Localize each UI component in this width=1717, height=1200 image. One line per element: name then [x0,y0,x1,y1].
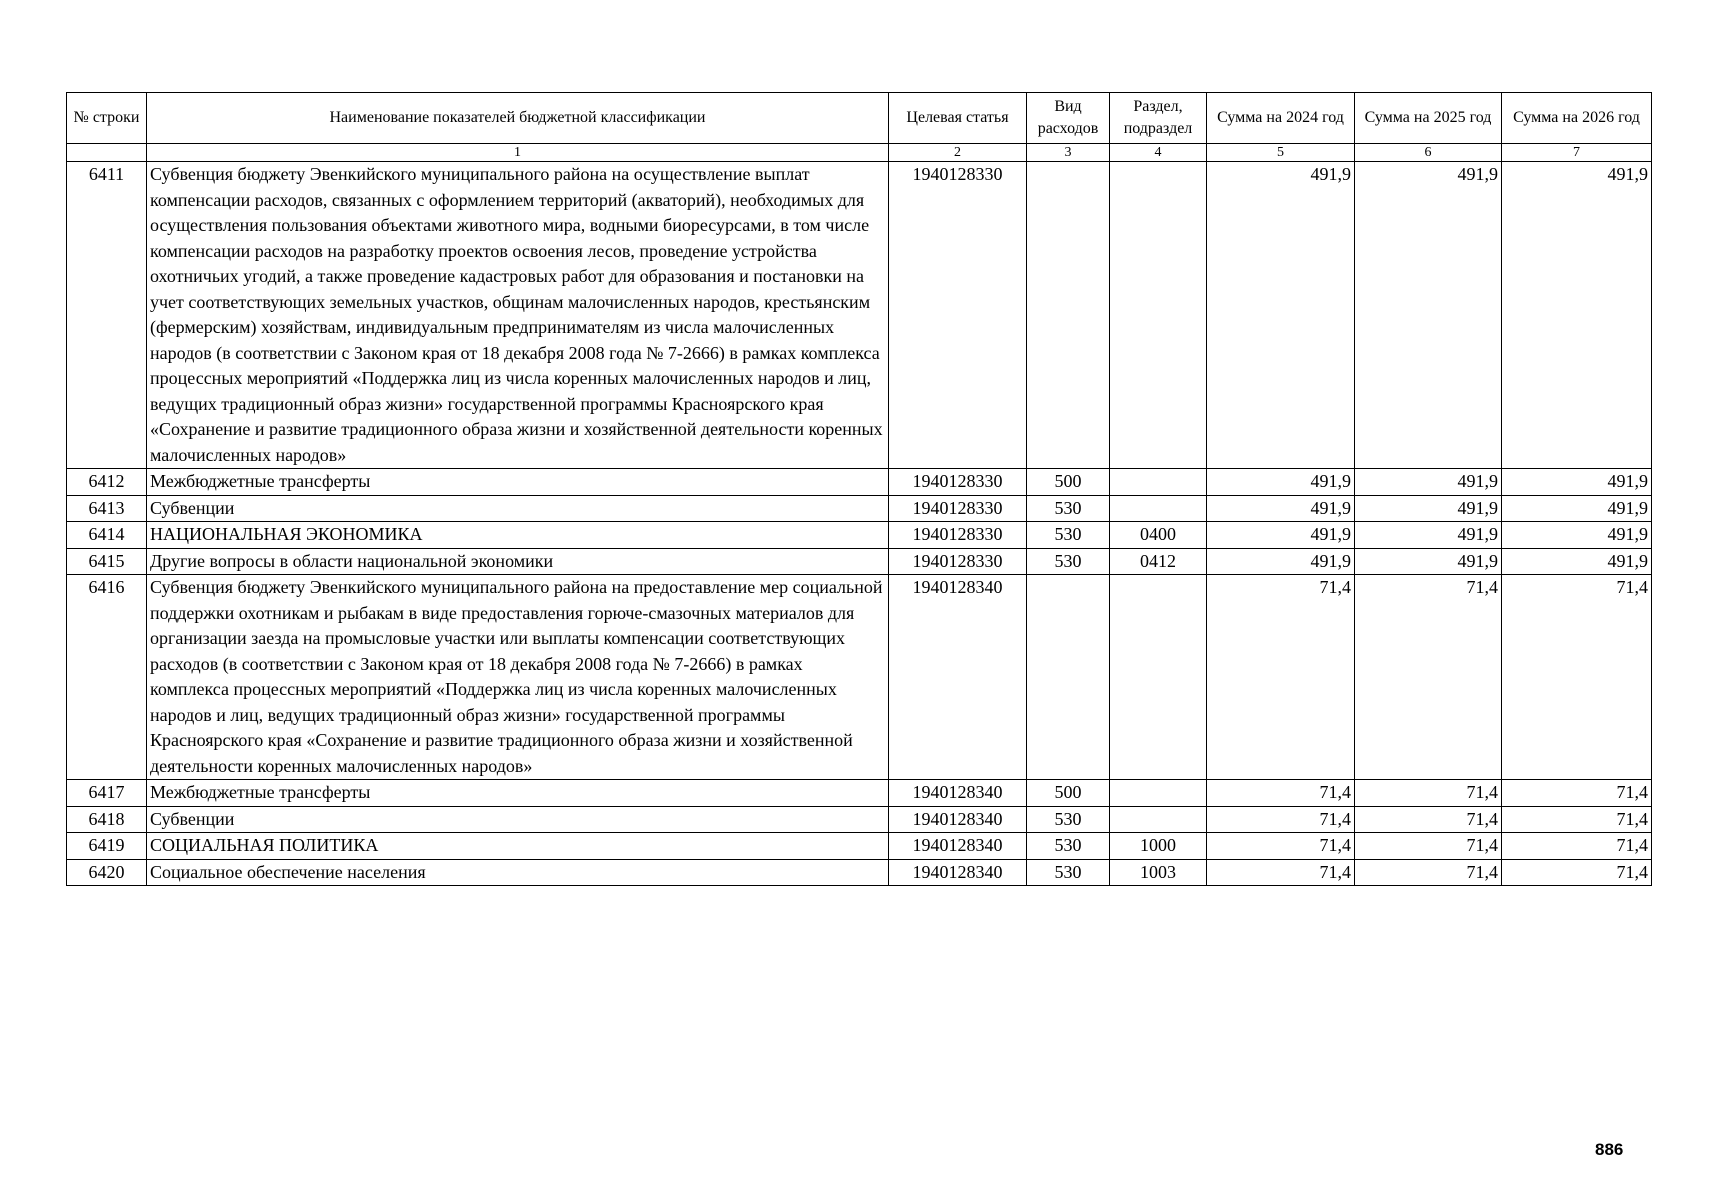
table-row [67,575,1652,780]
row-section [1110,495,1207,522]
row-name: Межбюджетные трансферты [147,780,889,807]
row-sum-2025: 491,9 [1355,548,1502,575]
row-name: Межбюджетные трансферты [147,469,889,496]
row-sum-2025: 71,4 [1355,575,1502,780]
row-name: Социальное обеспечение населения [147,859,889,886]
row-expense-type: 500 [1027,469,1110,496]
row-number: 6412 [67,469,147,496]
row-sum-2024: 491,9 [1207,162,1355,469]
header-row-no: № строки [67,93,147,144]
row-target-item: 1940128340 [889,575,1027,780]
row-number: 6420 [67,859,147,886]
row-section [1110,806,1207,833]
table-row [67,469,1652,496]
budget-table [66,92,1652,886]
row-section: 1003 [1110,859,1207,886]
row-number: 6414 [67,522,147,549]
row-expense-type: 530 [1027,495,1110,522]
row-sum-2026: 491,9 [1502,495,1652,522]
row-sum-2025: 491,9 [1355,469,1502,496]
row-number: 6417 [67,780,147,807]
row-number: 6418 [67,806,147,833]
row-expense-type: 530 [1027,833,1110,860]
row-sum-2026: 491,9 [1502,522,1652,549]
row-sum-2026: 71,4 [1502,859,1652,886]
column-number [67,144,147,162]
row-number: 6411 [67,162,147,469]
row-name: Другие вопросы в области национальной экономики [147,548,889,575]
row-section [1110,162,1207,469]
row-sum-2024: 491,9 [1207,522,1355,549]
row-sum-2025: 71,4 [1355,833,1502,860]
row-number: 6419 [67,833,147,860]
row-section: 0400 [1110,522,1207,549]
row-target-item: 1940128340 [889,806,1027,833]
row-name: Субвенция бюджету Эвенкийского муниципального района на осуществление выплат компенсации расходов, связанных с оформлением территорий (акваторий), необходимых для осуществления пользования объектами животного мира, водными биоресурсами, в том числе компенсации расходов на разработку проектов освоения лесов, проведение устройства охотничьих угодий, а также проведение кадастровых работ для образования и постановки на учет соответствующих земельных участков, общинам малочисленных народов, крестьянским (фермерским) хозяйствам, индивидуальным предпринимателям из числа малочисленных народов (в соответствии с Законом края от 18 декабря 2008 года № 7-2666) в рамках комплекса процессных мероприятий «Поддержка лиц из числа коренных малочисленных народов и лиц, ведущих традиционный образ жизни» государственной программы Красноярского края «Сохранение и развитие традиционного образа жизни и хозяйственной деятельности коренных малочисленных народов» [147,162,889,469]
row-sum-2024: 71,4 [1207,806,1355,833]
row-expense-type: 530 [1027,859,1110,886]
row-sum-2026: 71,4 [1502,806,1652,833]
column-number-row [67,144,1652,162]
column-number: 6 [1355,144,1502,162]
row-number: 6415 [67,548,147,575]
row-sum-2024: 71,4 [1207,859,1355,886]
header-expense-type: Вид расходов [1027,93,1110,144]
row-number: 6416 [67,575,147,780]
row-expense-type [1027,575,1110,780]
row-sum-2026: 491,9 [1502,548,1652,575]
table-row [67,780,1652,807]
row-name: СОЦИАЛЬНАЯ ПОЛИТИКА [147,833,889,860]
table-row [67,162,1652,469]
row-section: 0412 [1110,548,1207,575]
row-sum-2026: 491,9 [1502,162,1652,469]
row-section [1110,780,1207,807]
row-sum-2025: 491,9 [1355,495,1502,522]
row-sum-2024: 491,9 [1207,469,1355,496]
header-name: Наименование показателей бюджетной классификации [147,93,889,144]
column-number: 5 [1207,144,1355,162]
row-name: НАЦИОНАЛЬНАЯ ЭКОНОМИКА [147,522,889,549]
header-row [67,93,1652,144]
row-target-item: 1940128330 [889,522,1027,549]
table-row [67,522,1652,549]
row-section [1110,469,1207,496]
header-sum-2025: Сумма на 2025 год [1355,93,1502,144]
row-sum-2026: 71,4 [1502,780,1652,807]
row-sum-2025: 71,4 [1355,806,1502,833]
header-sum-2024: Сумма на 2024 год [1207,93,1355,144]
row-sum-2025: 71,4 [1355,859,1502,886]
row-sum-2024: 491,9 [1207,548,1355,575]
row-target-item: 1940128340 [889,859,1027,886]
table-row [67,806,1652,833]
row-number: 6413 [67,495,147,522]
row-name: Субвенция бюджету Эвенкийского муниципального района на предоставление мер социальной поддержки охотникам и рыбакам в виде предоставления горюче-смазочных материалов для организации заезда на промысловые участки или выплаты компенсации соответствующих расходов (в соответствии с Законом края от 18 декабря 2008 года № 7-2666) в рамках комплекса процессных мероприятий «Поддержка лиц из числа коренных малочисленных народов и лиц, ведущих традиционный образ жизни» государственной программы Красноярского края «Сохранение и развитие традиционного образа жизни и хозяйственной деятельности коренных малочисленных народов» [147,575,889,780]
row-sum-2026: 71,4 [1502,833,1652,860]
row-sum-2024: 71,4 [1207,575,1355,780]
row-target-item: 1940128330 [889,548,1027,575]
row-expense-type: 530 [1027,522,1110,549]
table-row [67,495,1652,522]
column-number: 7 [1502,144,1652,162]
row-sum-2025: 491,9 [1355,162,1502,469]
header-target-item: Целевая статья [889,93,1027,144]
row-name: Субвенции [147,806,889,833]
column-number: 1 [147,144,889,162]
row-expense-type: 530 [1027,548,1110,575]
row-sum-2026: 491,9 [1502,469,1652,496]
row-expense-type [1027,162,1110,469]
table-row [67,548,1652,575]
column-number: 4 [1110,144,1207,162]
row-target-item: 1940128330 [889,495,1027,522]
row-target-item: 1940128340 [889,833,1027,860]
column-number: 2 [889,144,1027,162]
table-row [67,859,1652,886]
header-section: Раздел, подраздел [1110,93,1207,144]
page-number: 886 [1595,1140,1624,1159]
row-name: Субвенции [147,495,889,522]
header-sum-2026: Сумма на 2026 год [1502,93,1652,144]
row-sum-2024: 491,9 [1207,495,1355,522]
row-sum-2024: 71,4 [1207,833,1355,860]
row-target-item: 1940128330 [889,469,1027,496]
row-expense-type: 530 [1027,806,1110,833]
column-number: 3 [1027,144,1110,162]
row-sum-2025: 491,9 [1355,522,1502,549]
row-section [1110,575,1207,780]
row-target-item: 1940128340 [889,780,1027,807]
table-row [67,833,1652,860]
row-sum-2024: 71,4 [1207,780,1355,807]
row-sum-2025: 71,4 [1355,780,1502,807]
row-sum-2026: 71,4 [1502,575,1652,780]
row-expense-type: 500 [1027,780,1110,807]
row-target-item: 1940128330 [889,162,1027,469]
row-section: 1000 [1110,833,1207,860]
